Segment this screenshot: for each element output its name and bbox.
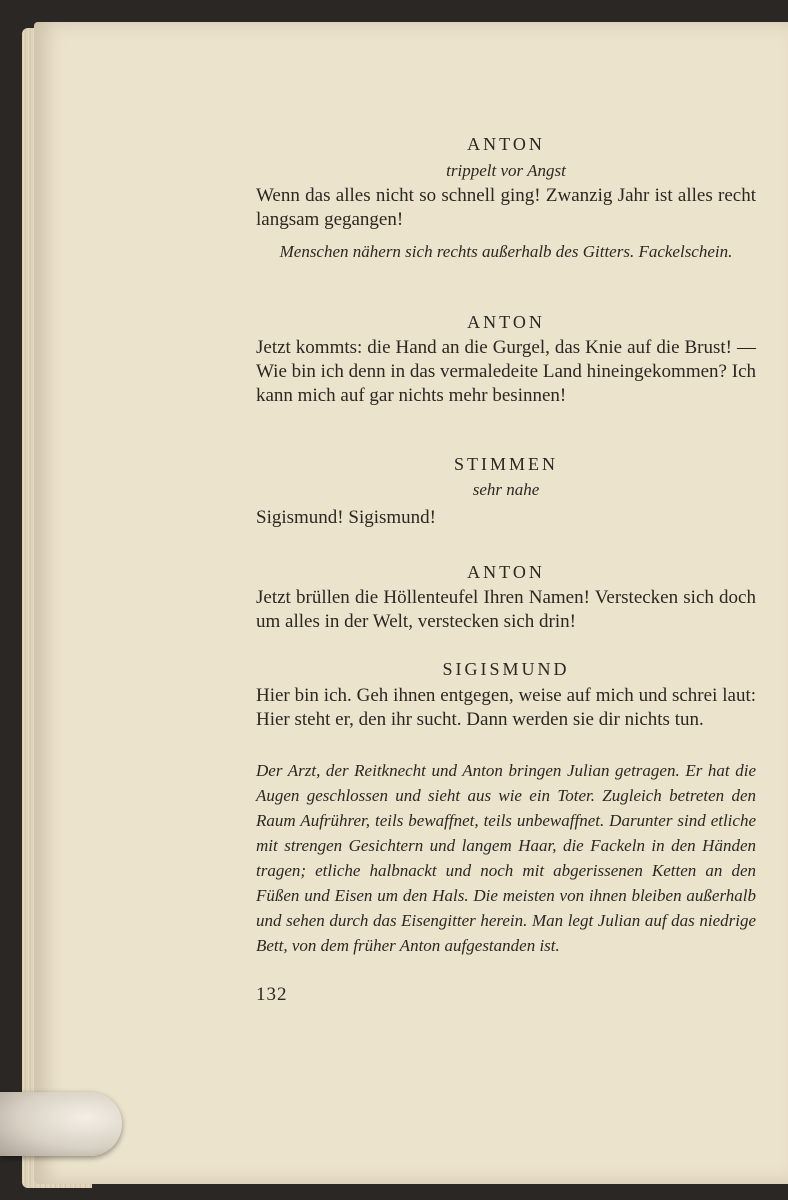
stage-direction-1: Menschen nähern sich rechts außerhalb des Gitters. Fackelschein. <box>279 242 733 261</box>
stage-direction-2: Der Arzt, der Reitknecht und Anton bringen Julian getragen. Er hat die Augen geschlossen und sieht aus wie ein Toter. Zugleich betreten den Raum Aufrührer, teils bewaffnet, teils unbewaffnet. Darunter sind etliche mit strengen Gesichtern und langem Haar, die Fackeln in den Händen tragen; etliche halbnackt und noch mit abgerissenen Ketten an den Füßen und Eisen um den Hals. Die meisten von ihnen bleiben außerhalb und sehen durch das Eisengitter herein. Man legt Julian auf das niedrige Bett, von dem früher Anton aufgestanden ist. <box>256 761 756 955</box>
speech-anton-2: Jetzt kommts: die Hand an die Gurgel, das Knie auf die Brust! — Wie bin ich denn in das vermaledeite Land hineingekommen? Ich kann mich auf gar nichts mehr besinnen! <box>256 337 756 406</box>
speaker-stimmen: STIMMEN <box>453 454 558 474</box>
speech-anton-1: Wenn das alles nicht so schnell ging! Zwanzig Jahr ist alles recht langsam gegangen! <box>256 185 756 230</box>
speech-anton-3: Jetzt brüllen die Höllenteufel Ihren Namen! Verstecken sich doch um alles in der Welt, verstecken sich drin! <box>256 587 756 632</box>
speaker-anton-1: ANTON <box>467 134 545 154</box>
page-number: 132 <box>256 984 288 1005</box>
speaker-sigismund: SIGISMUND <box>442 659 570 679</box>
speaker-anton-3: ANTON <box>467 562 545 582</box>
book-page <box>34 22 788 1184</box>
book-clip <box>0 1092 122 1156</box>
speaker-anton-2: ANTON <box>467 312 545 332</box>
speech-stimmen: Sigismund! Sigismund! <box>256 507 436 528</box>
direction-sehr-nahe: sehr nahe <box>472 480 540 499</box>
speech-sigismund: Hier bin ich. Geh ihnen entgegen, weise auf mich und schrei laut: Hier steht er, den ihr sucht. Dann werden sie dir nichts tun. <box>256 685 756 730</box>
direction-trippelt: trippelt vor Angst <box>446 161 566 180</box>
